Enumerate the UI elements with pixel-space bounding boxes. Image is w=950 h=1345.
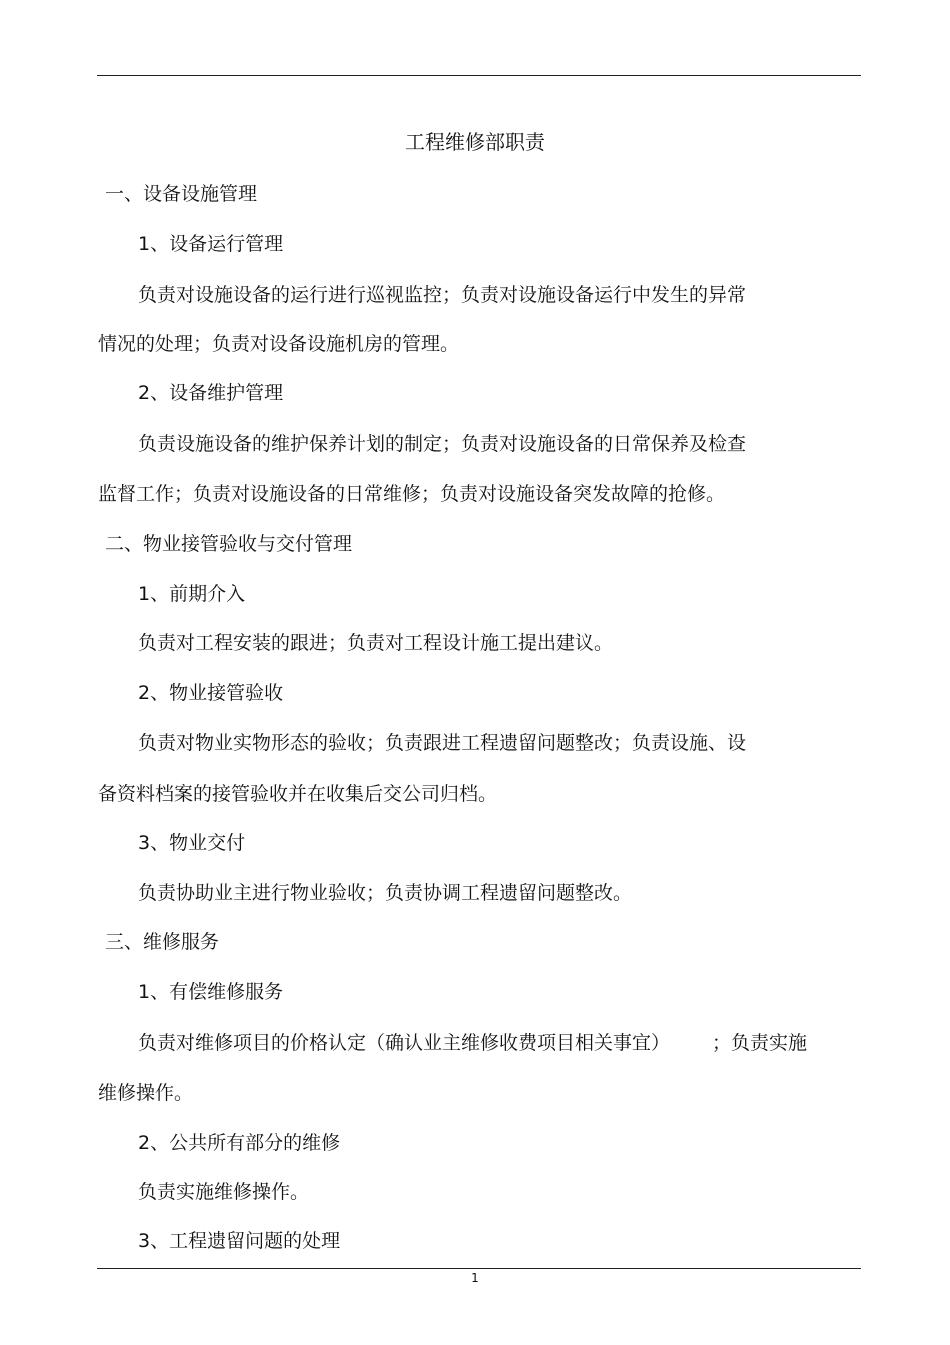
section-heading-3: 三、维修服务 xyxy=(105,931,220,953)
section-heading-2: 二、物业接管验收与交付管理 xyxy=(105,533,353,555)
subsection-heading-3-3: 3、工程遗留问题的处理 xyxy=(138,1230,341,1252)
paragraph-text: ；负责实施 xyxy=(712,1032,808,1054)
paragraph-line: 负责协助业主进行物业验收；负责协调工程遗留问题整改。 xyxy=(138,882,633,904)
subsection-heading-1-2: 2、设备维护管理 xyxy=(138,382,284,404)
paragraph-line: 负责对物业实物形态的验收；负责跟进工程遗留问题整改；负责设施、设 xyxy=(138,732,747,754)
header-rule xyxy=(97,75,861,76)
subsection-heading-3-2: 2、公共所有部分的维修 xyxy=(138,1132,341,1154)
page-number: 1 xyxy=(471,1271,479,1285)
paragraph-line: 负责对工程安装的跟进；负责对工程设计施工提出建议。 xyxy=(138,632,614,654)
subsection-heading-2-1: 1、前期介入 xyxy=(138,583,246,605)
subsection-heading-2-3: 3、物业交付 xyxy=(138,832,246,854)
subsection-heading-3-1: 1、有偿维修服务 xyxy=(138,981,284,1003)
paragraph-line: 负责实施维修操作。 xyxy=(138,1181,310,1203)
footer-rule xyxy=(97,1268,861,1269)
paragraph-line: 备资料档案的接管验收并在收集后交公司归档。 xyxy=(98,783,498,805)
paragraph-line: 监督工作；负责对设施设备的日常维修；负责对设施设备突发故障的抢修。 xyxy=(98,483,726,505)
subsection-heading-2-2: 2、物业接管验收 xyxy=(138,682,284,704)
paragraph-line: 负责对设施设备的运行进行巡视监控；负责对设施设备运行中发生的异常 xyxy=(138,284,747,306)
document-title: 工程维修部职责 xyxy=(405,130,545,154)
paragraph-line: 负责设施设备的维护保养计划的制定；负责对设施设备的日常保养及检查 xyxy=(138,433,747,455)
subsection-heading-1-1: 1、设备运行管理 xyxy=(138,233,284,255)
paragraph-line: 维修操作。 xyxy=(98,1082,194,1104)
paragraph-line: 情况的处理；负责对设备设施机房的管理。 xyxy=(98,333,460,355)
paragraph-text: 负责对维修项目的价格认定（确认业主维修收费项目相关事宜） xyxy=(138,1032,671,1054)
paragraph-line xyxy=(138,1031,807,1055)
section-heading-1: 一、设备设施管理 xyxy=(105,183,258,205)
